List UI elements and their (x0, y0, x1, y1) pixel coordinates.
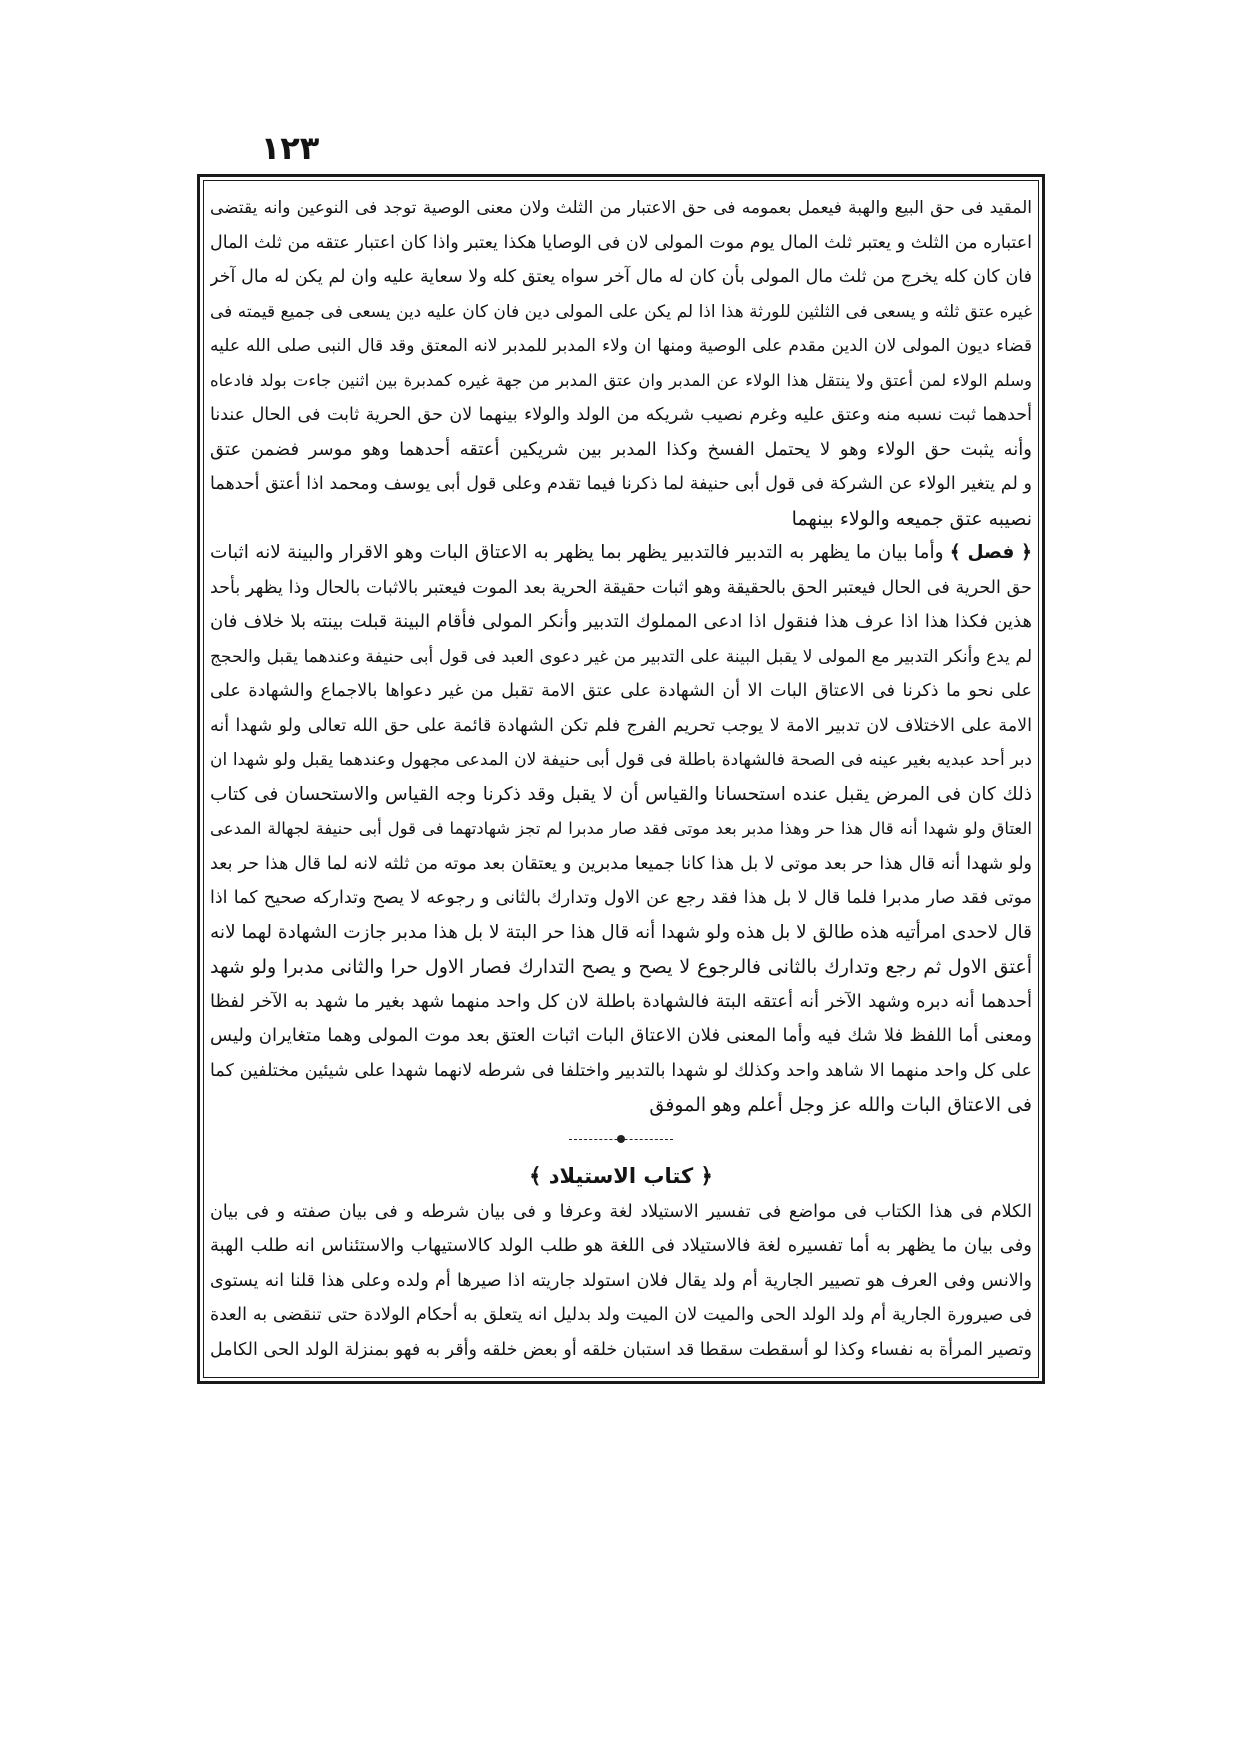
chapter-text-line: الكلام فى هذا الكتاب فى مواضع فى تفسير الاستيلاد لغة وعرفا و فى بيان شرطه و فى بيان صفته و فى بيان (210, 1201, 1032, 1222)
text-line: أحدهما ثبت نسبه منه وعتق عليه وغرم نصيب شريكه من الولد والولاء بينهما لان حق الحرية ثابت فى الحال عندنا (210, 405, 1032, 425)
text-line: ولو شهدا أنه قال هذا حر بعد موتى لا بل هذا كانا جميعا مدبرين و يعتقان بعد موته من ثلثه لانه لما قال هذا حر بعد (210, 853, 1032, 874)
text-line: المقيد فى حق البيع والهبة فيعمل بعمومه فى حق الاعتبار من الثلث ولان معنى الوصية توجد فى النوعين وانه يقتضى (210, 198, 1032, 218)
text-line: فان كان كله يخرج من ثلث مال المولى بأن كان له مال آخر سواه يعتق كله ولا سعاية عليه وان لم يكن له مال آخر (210, 267, 1032, 287)
text-line: حق الحرية فى الحال فيعتبر الحق بالحقيقة وهو اثبات حقيقة الحرية بعد الموت فيعتبر بالاثبات بالحال وذا يظهر بأحد (210, 577, 1032, 598)
text-line: الامة على الاختلاف لان تدبير الامة لا يوجب تحريم الفرج فلم تكن الشهادة قائمة على حق الله تعالى ولو شهدا أنه (210, 715, 1032, 736)
text-line: هذين فكذا هذا اذا عرف هذا فنقول اذا ادعى المملوك التدبير وأنكر المولى فأقام البينة قبلت بينته بلا خلاف فان (210, 611, 1032, 632)
text-line: ومعنى أما اللفظ فلا شك فيه وأما المعنى فلان الاعتاق البات اثبات العتق بعد موت المولى وهما متغايران وليس (210, 1025, 1032, 1046)
text-line-content: وأما بيان ما يظهر به التدبير فالتدبير يظهر بما يظهر به الاعتاق البات وهو الاقرار والبينة لانه اثبات (210, 542, 944, 563)
section-start-line (210, 536, 1032, 571)
text-line: وأنه يثبت حق الولاء وهو لا يحتمل الفسخ وكذا المدبر بين شريكين أعتقه أحدهما وهو موسر فضمن عتق (210, 438, 1032, 460)
text-line: لم يدع وأنكر التدبير مع المولى لا يقبل البينة على التدبير من غير دعوى العبد فى قول أبى حنيفة وعندهما يقبل والحجج (210, 646, 1032, 667)
chapter-heading: ﴿ كتاب الاستيلاد ﴾ (529, 1163, 713, 1188)
text-line: على كل واحد منهما الا شاهد واحد وكذلك لو شهدا بالتدبير واختلفا فى شرطه لانهما شهدا على شيئين مختلفين كما (210, 1060, 1032, 1081)
paragraph-end-line: نصيبه عتق جميعه والولاء بينهما (791, 507, 1032, 530)
text-line: العتاق ولو شهدا أنه قال هذا حر وهذا مدبر بعد موتى فقد صار مدبرا لم تجز شهادتهما فى قول أبى حنيفة لجهالة المدعى (210, 819, 1032, 838)
text-line: وسلم الولاء لمن أعتق ولا ينتقل هذا الولاء عن المدبر وان عتق المدبر من جهة غيره كمدبرة بين اثنين جاءت بولد فادعاه (210, 370, 1032, 390)
text-line: أعتق الاول ثم رجع وتدارك بالثانى فالرجوع لا يصح و يصح التدارك فصار الاول حرا والثانى مدبرا ولو شهد (210, 956, 1032, 978)
text-line: ذلك كان فى المرض يقبل عنده استحسانا والقياس أن لا يقبل وقد ذكرنا وجه القياس والاستحسان فى كتاب (210, 783, 1032, 805)
text-line: أحدهما أنه دبره وشهد الآخر أنه أعتقه البتة فالشهادة باطلة لان كل واحد منهما شهد بغير ما شهد به الآخر لفظا (210, 990, 1032, 1012)
text-line: اعتباره من الثلث و يعتبر ثلث المال يوم موت المولى لان فى الوصايا هكذا يعتبر واذا كان اعتبار عتقه من ثلث المال (210, 232, 1032, 253)
page-number: ١٢٣ (260, 129, 320, 167)
divider-ornament (569, 1139, 673, 1140)
text-line: دبر أحد عبديه بغير عينه فى الصحة فالشهادة باطلة فى قول أبى حنيفة لان المدعى مجهول وعندهما يقبل ولو شهدا ان (210, 750, 1032, 770)
chapter-text-line: فى صيرورة الجارية أم ولد الولد الحى والميت لان الميت ولد بدليل انه يتعلق به أحكام الولادة حتى تنقضى به العدة (210, 1305, 1032, 1325)
section-divider (210, 1123, 1032, 1157)
chapter-text-line: وفى بيان ما يظهر به أما تفسيره لغة فالاستيلاد فى اللغة هو طلب الولد كالاستيهاب والاستئناس انه طلب الهبة (210, 1235, 1032, 1256)
text-line: و لم يتغير الولاء عن الشركة فى قول أبى حنيفة لما ذكرنا فيما تقدم وعلى قول أبى يوسف ومحمد اذا أعتق أحدهما (210, 474, 1032, 494)
section-end-line: فى الاعتاق البات والله عز وجل أعلم وهو الموفق (649, 1094, 1032, 1116)
chapter-text-line: وتصير المرأة به نفساء وكذا لو أسقطت سقطا قد استبان خلقه أو بعض خلقه وأقر به فهو بمنزلة الولد الحى الكامل (210, 1339, 1032, 1360)
text-line: غيره عتق ثلثه و يسعى فى الثلثين للورثة هذا اذا لم يكن على المولى دين فان كان عليه دين يسعى فى جميع قيمته فى (210, 301, 1032, 322)
text-line: قضاء ديون المولى لان الدين مقدم على الوصية ومنها ان ولاء المدبر للمدبر لانه المعتق وقد قال النبى صلى الله عليه (210, 336, 1032, 356)
chapter-text-line: والانس وفى العرف هو تصيير الجارية أم ولد يقال فلان استولد جاريته اذا صيرها أم ولده وعلى هذا قلنا انه يستوى (210, 1270, 1032, 1291)
text-line: قال لاحدى امرأتيه هذه طالق لا بل هذه ولو شهدا أنه قال هذا حر البتة لا بل هذا مدبر جازت الشهادة لهما لانه (210, 921, 1032, 943)
text-line: على نحو ما ذكرنا فى الاعتاق البات الا أن الشهادة على عتق الامة تقبل من غير دعواها بالاجماع والشهادة على (210, 681, 1032, 701)
text-block (203, 180, 1039, 1378)
page-frame (197, 174, 1045, 1384)
section-label-fasl: ﴿ فصل ﴾ (949, 542, 1032, 563)
text-line: موتى فقد صار مدبرا فلما قال لا بل هذا فقد رجع عن الاول وتدارك بالثانى و رجوعه لا يصح وتداركه صحيح كما اذا (210, 888, 1032, 908)
